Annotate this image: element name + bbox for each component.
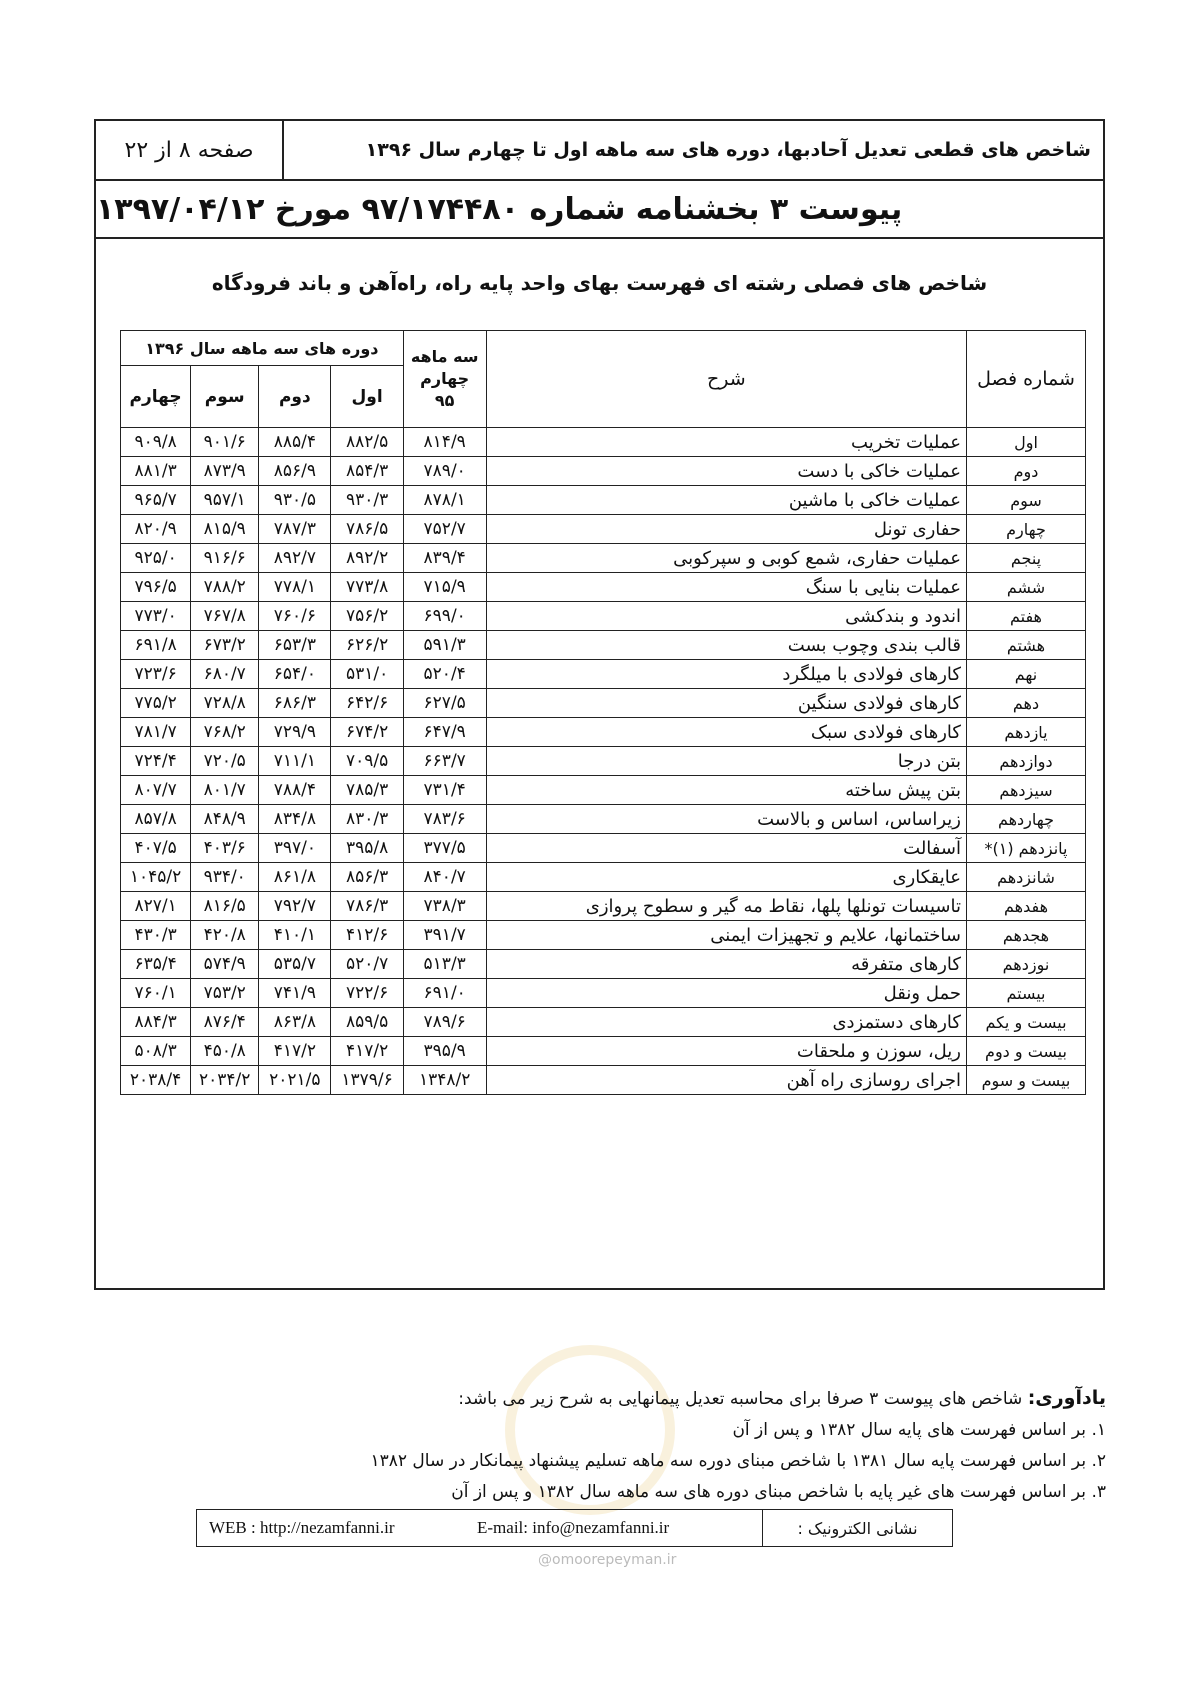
quarter-value-cell: ۵۰۸/۳ (121, 1037, 191, 1066)
column-header-q4: چهارم (121, 366, 191, 428)
quarter-value-cell: ۹۱۶/۶ (191, 544, 259, 573)
table-row (121, 689, 1086, 718)
table-row (121, 1066, 1086, 1095)
table-row (121, 805, 1086, 834)
quarter-value-cell: ۸۱۵/۹ (191, 515, 259, 544)
table-row (121, 602, 1086, 631)
quarter-value-cell: ۹۳۰/۵ (259, 486, 331, 515)
quarter-value-cell: ۸۶۳/۸ (259, 1008, 331, 1037)
email-link[interactable]: E-mail: info@nezamfanni.ir (477, 1518, 670, 1537)
quarter-value-cell: ۸۰۷/۷ (121, 776, 191, 805)
circular-title: پیوست ۳ بخشنامه شماره ۹۷/۱۷۴۴۸۰ مورخ ۱۳۹۷/۰۴/۱۲ (96, 181, 1103, 239)
quarter-value-cell: ۸۵۹/۵ (331, 1008, 403, 1037)
description-cell: کارهای فولادی با میلگرد (486, 660, 966, 689)
base-value-cell: ۳۹۵/۹ (403, 1037, 486, 1066)
description-cell: اجرای روسازی راه آهن (486, 1066, 966, 1095)
description-cell: زیراساس، اساس و بالاست (486, 805, 966, 834)
column-header-section: شماره فصل (966, 331, 1085, 428)
quarter-value-cell: ۷۴۱/۹ (259, 979, 331, 1008)
quarter-value-cell: ۷۸۶/۳ (331, 892, 403, 921)
description-cell: عملیات بنایی با سنگ (486, 573, 966, 602)
quarter-value-cell: ۳۹۵/۸ (331, 834, 403, 863)
quarter-value-cell: ۴۲۰/۸ (191, 921, 259, 950)
base-value-cell: ۵۹۱/۳ (403, 631, 486, 660)
quarter-value-cell: ۷۲۳/۶ (121, 660, 191, 689)
quarter-value-cell: ۲۰۲۱/۵ (259, 1066, 331, 1095)
quarter-value-cell: ۷۵۳/۲ (191, 979, 259, 1008)
table-row (121, 515, 1086, 544)
quarter-value-cell: ۷۹۲/۷ (259, 892, 331, 921)
table-row (121, 1008, 1086, 1037)
description-cell: عملیات خاکی با ماشین (486, 486, 966, 515)
description-cell: عملیات تخریب (486, 428, 966, 457)
table-body (121, 428, 1086, 1095)
quarter-value-cell: ۹۰۹/۸ (121, 428, 191, 457)
section-cell: شانزدهم (966, 863, 1085, 892)
table-row (121, 834, 1086, 863)
quarter-value-cell: ۷۶۰/۶ (259, 602, 331, 631)
section-cell: چهاردهم (966, 805, 1085, 834)
quarter-value-cell: ۴۵۰/۸ (191, 1037, 259, 1066)
base-value-cell: ۶۲۷/۵ (403, 689, 486, 718)
quarter-value-cell: ۸۹۲/۷ (259, 544, 331, 573)
quarter-value-cell: ۸۰۱/۷ (191, 776, 259, 805)
quarter-value-cell: ۷۹۶/۵ (121, 573, 191, 602)
section-cell: پنجم (966, 544, 1085, 573)
quarter-value-cell: ۷۷۵/۲ (121, 689, 191, 718)
table-row (121, 428, 1086, 457)
note-item-2: ۲. بر اساس فهرست پایه سال ۱۳۸۱ با شاخص مبنای دوره سه ماهه تسلیم پیشنهاد پیمانکار در سال ۱۳۸۲ (370, 1451, 1106, 1471)
quarter-value-cell: ۶۵۳/۳ (259, 631, 331, 660)
section-cell: نوزدهم (966, 950, 1085, 979)
contact-label: نشانی الکترونیک : (762, 1510, 952, 1546)
description-cell: حمل ونقل (486, 979, 966, 1008)
column-group-header: دوره های سه ماهه سال ۱۳۹۶ (121, 331, 404, 366)
quarter-value-cell: ۶۹۱/۸ (121, 631, 191, 660)
table-row (121, 892, 1086, 921)
section-cell: ششم (966, 573, 1085, 602)
quarter-value-cell: ۸۵۶/۳ (331, 863, 403, 892)
quarter-value-cell: ۳۹۷/۰ (259, 834, 331, 863)
description-cell: عملیات خاکی با دست (486, 457, 966, 486)
section-cell: پانزدهم (۱)* (966, 834, 1085, 863)
quarter-value-cell: ۴۱۲/۶ (331, 921, 403, 950)
quarter-value-cell: ۷۸۷/۳ (259, 515, 331, 544)
section-cell: دهم (966, 689, 1085, 718)
quarter-value-cell: ۸۷۶/۴ (191, 1008, 259, 1037)
description-cell: تاسیسات تونلها پلها، نقاط مه گیر و سطوح پروازی (486, 892, 966, 921)
table-row (121, 747, 1086, 776)
description-cell: آسفالت (486, 834, 966, 863)
quarter-value-cell: ۹۳۴/۰ (191, 863, 259, 892)
description-cell: عایقکاری (486, 863, 966, 892)
quarter-value-cell: ۵۲۰/۷ (331, 950, 403, 979)
table-row (121, 573, 1086, 602)
base-value-cell: ۸۱۴/۹ (403, 428, 486, 457)
description-cell: حفاری تونل (486, 515, 966, 544)
quarter-value-cell: ۷۲۸/۸ (191, 689, 259, 718)
document-frame (94, 119, 1105, 1290)
base-value-cell: ۳۷۷/۵ (403, 834, 486, 863)
quarter-value-cell: ۷۲۴/۴ (121, 747, 191, 776)
quarter-value-cell: ۸۶۱/۸ (259, 863, 331, 892)
quarter-value-cell: ۷۵۶/۲ (331, 602, 403, 631)
quarter-value-cell: ۴۰۳/۶ (191, 834, 259, 863)
quarter-value-cell: ۶۳۵/۴ (121, 950, 191, 979)
description-cell: ریل، سوزن و ملحقات (486, 1037, 966, 1066)
quarter-value-cell: ۵۳۵/۷ (259, 950, 331, 979)
quarter-value-cell: ۵۳۱/۰ (331, 660, 403, 689)
quarter-value-cell: ۶۷۴/۲ (331, 718, 403, 747)
quarter-value-cell: ۸۸۵/۴ (259, 428, 331, 457)
quarter-value-cell: ۷۷۳/۸ (331, 573, 403, 602)
quarter-value-cell: ۶۴۲/۶ (331, 689, 403, 718)
quarter-value-cell: ۷۲۲/۶ (331, 979, 403, 1008)
section-cell: بیست و یکم (966, 1008, 1085, 1037)
table-row (121, 776, 1086, 805)
quarter-value-cell: ۷۷۳/۰ (121, 602, 191, 631)
base-value-cell: ۱۳۴۸/۲ (403, 1066, 486, 1095)
quarter-value-cell: ۷۸۱/۷ (121, 718, 191, 747)
base-value-cell: ۶۴۷/۹ (403, 718, 486, 747)
section-cell: دوم (966, 457, 1085, 486)
quarter-value-cell: ۷۰۹/۵ (331, 747, 403, 776)
quarter-value-cell: ۸۸۴/۳ (121, 1008, 191, 1037)
quarter-value-cell: ۶۵۴/۰ (259, 660, 331, 689)
quarter-value-cell: ۷۲۹/۹ (259, 718, 331, 747)
contact-box (196, 1509, 953, 1547)
column-header-base: سه ماهه چهارم ۹۵ (403, 331, 486, 428)
section-cell: بیست و سوم (966, 1066, 1085, 1095)
column-header-q1: اول (331, 366, 403, 428)
quarter-value-cell: ۸۸۱/۳ (121, 457, 191, 486)
base-value-cell: ۶۹۹/۰ (403, 602, 486, 631)
base-value-cell: ۸۴۰/۷ (403, 863, 486, 892)
table-row (121, 863, 1086, 892)
table-row (121, 950, 1086, 979)
table-row (121, 1037, 1086, 1066)
quarter-value-cell: ۷۸۶/۵ (331, 515, 403, 544)
section-cell: چهارم (966, 515, 1085, 544)
quarter-value-cell: ۴۳۰/۳ (121, 921, 191, 950)
base-value-cell: ۵۱۳/۳ (403, 950, 486, 979)
quarter-value-cell: ۸۳۰/۳ (331, 805, 403, 834)
description-cell: کارهای دستمزدی (486, 1008, 966, 1037)
note-text: شاخص های پیوست ۳ صرفا برای محاسبه تعدیل پیمانهایی به شرح زیر می باشد: (458, 1389, 1028, 1409)
quarter-value-cell: ۶۷۳/۲ (191, 631, 259, 660)
quarter-value-cell: ۹۰۱/۶ (191, 428, 259, 457)
note-item-1: ۱. بر اساس فهرست های پایه سال ۱۳۸۲ و پس از آن (732, 1420, 1106, 1440)
section-cell: دوازدهم (966, 747, 1085, 776)
quarter-value-cell: ۲۰۳۸/۴ (121, 1066, 191, 1095)
quarter-value-cell: ۸۵۴/۳ (331, 457, 403, 486)
quarter-value-cell: ۵۷۴/۹ (191, 950, 259, 979)
description-cell: قالب بندی وچوب بست (486, 631, 966, 660)
description-cell: اندود و بندکشی (486, 602, 966, 631)
quarter-value-cell: ۸۲۷/۱ (121, 892, 191, 921)
quarter-value-cell: ۹۲۵/۰ (121, 544, 191, 573)
section-cell: هشتم (966, 631, 1085, 660)
base-value-cell: ۸۳۹/۴ (403, 544, 486, 573)
quarter-value-cell: ۷۱۱/۱ (259, 747, 331, 776)
quarter-value-cell: ۷۶۰/۱ (121, 979, 191, 1008)
quarter-value-cell: ۶۸۶/۳ (259, 689, 331, 718)
quarter-value-cell: ۸۴۸/۹ (191, 805, 259, 834)
quarter-value-cell: ۷۷۸/۱ (259, 573, 331, 602)
quarter-value-cell: ۷۲۰/۵ (191, 747, 259, 776)
quarter-value-cell: ۷۸۸/۲ (191, 573, 259, 602)
base-value-cell: ۶۶۳/۷ (403, 747, 486, 776)
table-row (121, 457, 1086, 486)
quarter-value-cell: ۸۹۲/۲ (331, 544, 403, 573)
description-cell: ساختمانها، علایم و تجهیزات ایمنی (486, 921, 966, 950)
table-row (121, 979, 1086, 1008)
index-table (120, 330, 1086, 1095)
quarter-value-cell: ۷۸۵/۳ (331, 776, 403, 805)
quarter-value-cell: ۷۶۸/۲ (191, 718, 259, 747)
base-value-cell: ۳۹۱/۷ (403, 921, 486, 950)
quarter-value-cell: ۶۸۰/۷ (191, 660, 259, 689)
section-cell: بیستم (966, 979, 1085, 1008)
base-value-cell: ۵۲۰/۴ (403, 660, 486, 689)
section-cell: هفتم (966, 602, 1085, 631)
quarter-value-cell: ۶۲۶/۲ (331, 631, 403, 660)
base-value-cell: ۷۸۳/۶ (403, 805, 486, 834)
base-value-cell: ۷۸۹/۰ (403, 457, 486, 486)
base-value-cell: ۷۸۹/۶ (403, 1008, 486, 1037)
table-row (121, 486, 1086, 515)
quarter-value-cell: ۸۸۲/۵ (331, 428, 403, 457)
description-cell: کارهای فولادی سنگین (486, 689, 966, 718)
note-item-3: ۳. بر اساس فهرست های غیر پایه با شاخص مبنای دوره های سه ماهه سال ۱۳۸۲ و پس از آن (451, 1482, 1106, 1502)
quarter-value-cell: ۸۷۳/۹ (191, 457, 259, 486)
quarter-value-cell: ۷۸۸/۴ (259, 776, 331, 805)
watermark-text: @omoorepeyman.ir (538, 1552, 677, 1568)
quarter-value-cell: ۸۵۶/۹ (259, 457, 331, 486)
description-cell: کارهای فولادی سبک (486, 718, 966, 747)
table-row (121, 921, 1086, 950)
table-row (121, 718, 1086, 747)
base-value-cell: ۷۱۵/۹ (403, 573, 486, 602)
reminder-note (106, 1383, 1106, 1508)
base-value-cell: ۸۷۸/۱ (403, 486, 486, 515)
page-number: صفحه ۸ از ۲۲ (96, 121, 284, 179)
quarter-value-cell: ۲۰۳۴/۲ (191, 1066, 259, 1095)
quarter-value-cell: ۹۳۰/۳ (331, 486, 403, 515)
table-row (121, 660, 1086, 689)
quarter-value-cell: ۱۳۷۹/۶ (331, 1066, 403, 1095)
quarter-value-cell: ۹۵۷/۱ (191, 486, 259, 515)
table-row (121, 631, 1086, 660)
section-cell: یازدهم (966, 718, 1085, 747)
table-row (121, 544, 1086, 573)
description-cell: بتن درجا (486, 747, 966, 776)
quarter-value-cell: ۴۱۷/۲ (259, 1037, 331, 1066)
section-cell: نهم (966, 660, 1085, 689)
column-header-q3: سوم (191, 366, 259, 428)
base-value-cell: ۶۹۱/۰ (403, 979, 486, 1008)
quarter-value-cell: ۴۰۷/۵ (121, 834, 191, 863)
website-link[interactable]: WEB : http://nezamfanni.ir (209, 1518, 395, 1537)
quarter-value-cell: ۹۶۵/۷ (121, 486, 191, 515)
section-cell: سیزدهم (966, 776, 1085, 805)
base-value-cell: ۷۳۱/۴ (403, 776, 486, 805)
quarter-value-cell: ۸۱۶/۵ (191, 892, 259, 921)
quarter-value-cell: ۷۶۷/۸ (191, 602, 259, 631)
quarter-value-cell: ۸۳۴/۸ (259, 805, 331, 834)
quarter-value-cell: ۴۱۷/۲ (331, 1037, 403, 1066)
note-lead: یادآوری: (1027, 1387, 1106, 1409)
quarter-value-cell: ۸۲۰/۹ (121, 515, 191, 544)
section-cell: هجدهم (966, 921, 1085, 950)
section-cell: هفدهم (966, 892, 1085, 921)
quarter-value-cell: ۴۱۰/۱ (259, 921, 331, 950)
base-value-cell: ۷۵۲/۷ (403, 515, 486, 544)
column-header-description: شرح (486, 331, 966, 428)
description-cell: بتن پیش ساخته (486, 776, 966, 805)
section-cell: سوم (966, 486, 1085, 515)
quarter-value-cell: ۱۰۴۵/۲ (121, 863, 191, 892)
table-subtitle: شاخص های فصلی رشته ای فهرست بهای واحد پایه راه، راه‌آهن و باند فرودگاه (211, 271, 988, 295)
base-value-cell: ۷۳۸/۳ (403, 892, 486, 921)
description-cell: کارهای متفرقه (486, 950, 966, 979)
quarter-value-cell: ۸۵۷/۸ (121, 805, 191, 834)
description-cell: عملیات حفاری، شمع کوبی و سپرکوبی (486, 544, 966, 573)
column-header-q2: دوم (259, 366, 331, 428)
header-row (96, 121, 1103, 181)
section-cell: بیست و دوم (966, 1037, 1085, 1066)
header-title: شاخص های قطعی تعدیل آحادبها، دوره های سه ماهه اول تا چهارم سال ۱۳۹۶ (365, 139, 1091, 161)
section-cell: اول (966, 428, 1085, 457)
